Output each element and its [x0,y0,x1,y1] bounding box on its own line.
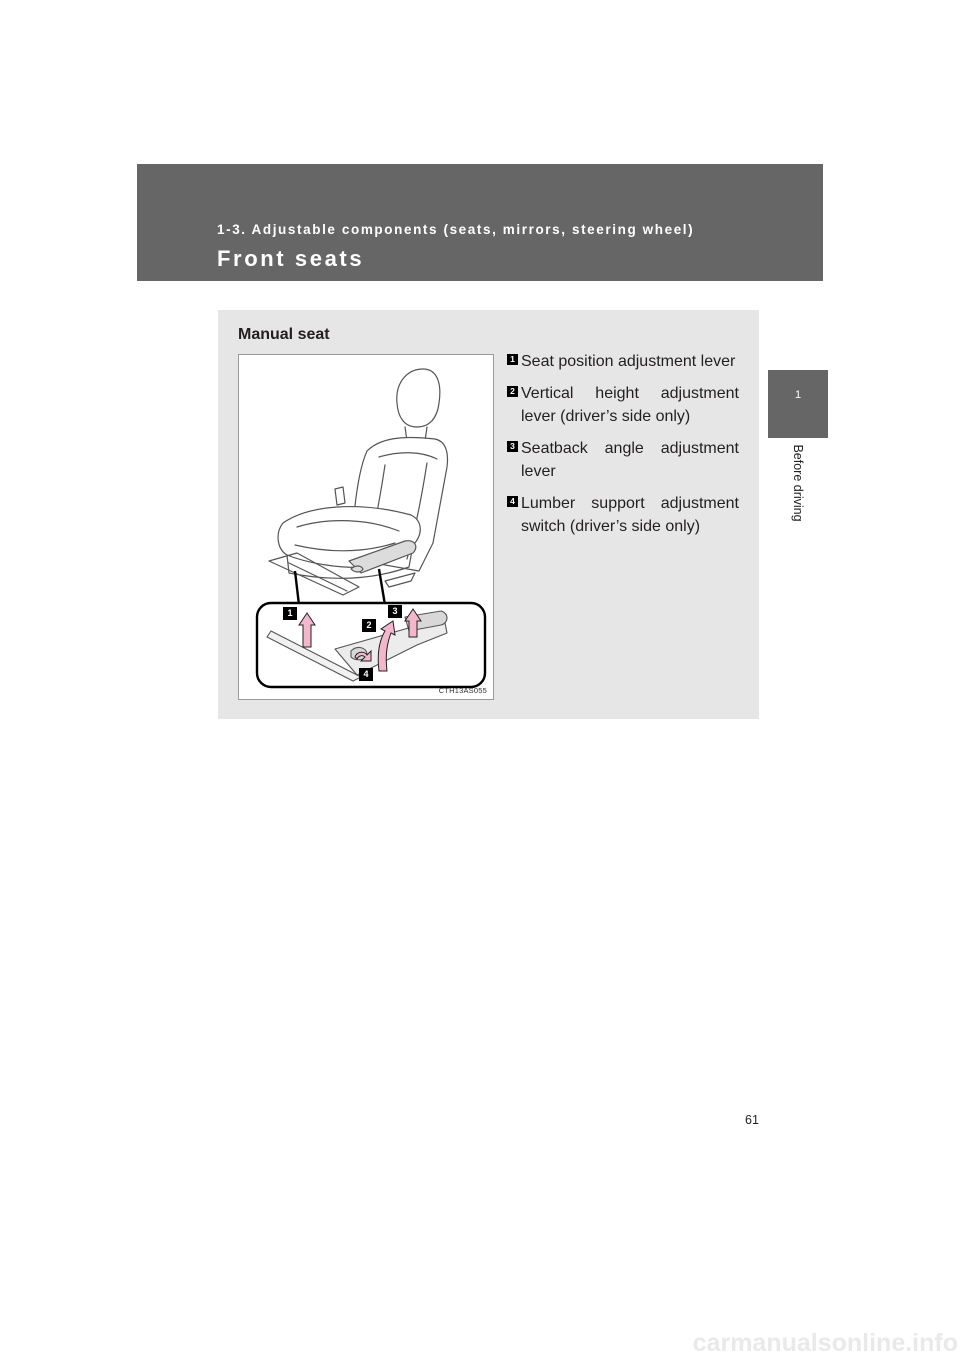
callout-3: 3 [388,605,402,618]
callout-1: 1 [283,607,297,620]
item-text: Lumber support adjustment switch (driver’s side only) [521,495,739,535]
adjustment-list [507,350,739,547]
page-title: Front seats [217,246,365,271]
callout-4: 4 [359,668,373,681]
watermark-logo [0,1325,960,1358]
list-item [507,382,739,428]
page-header [137,164,823,281]
item-number-badge: 3 [507,441,518,452]
item-text: Seatback angle adjustment lever [521,440,739,480]
svg-text:carmanualsonline.info: carmanualsonline.info [692,1329,958,1357]
content-panel [218,310,759,719]
item-number-badge: 4 [507,496,518,507]
page-number: 61 [745,1113,759,1127]
list-item [507,492,739,538]
item-text: Vertical height adjustment lever (driver’s side only) [521,385,739,425]
seat-drawing [239,355,493,699]
item-number-badge: 1 [507,354,518,365]
item-number-badge: 2 [507,386,518,397]
list-item [507,350,739,373]
chapter-tab[interactable] [768,370,828,438]
chapter-number: 1 [794,389,802,401]
section-label: 1-3. Adjustable components (seats, mirrors, steering wheel) [217,222,695,237]
panel-title: Manual seat [238,326,330,343]
figure-code: CTH13AS055 [438,686,487,695]
seat-illustration [238,354,494,700]
item-text: Seat position adjustment lever [521,353,736,370]
chapter-label: Before driving [791,444,805,522]
callout-2: 2 [362,619,376,632]
list-item [507,437,739,483]
